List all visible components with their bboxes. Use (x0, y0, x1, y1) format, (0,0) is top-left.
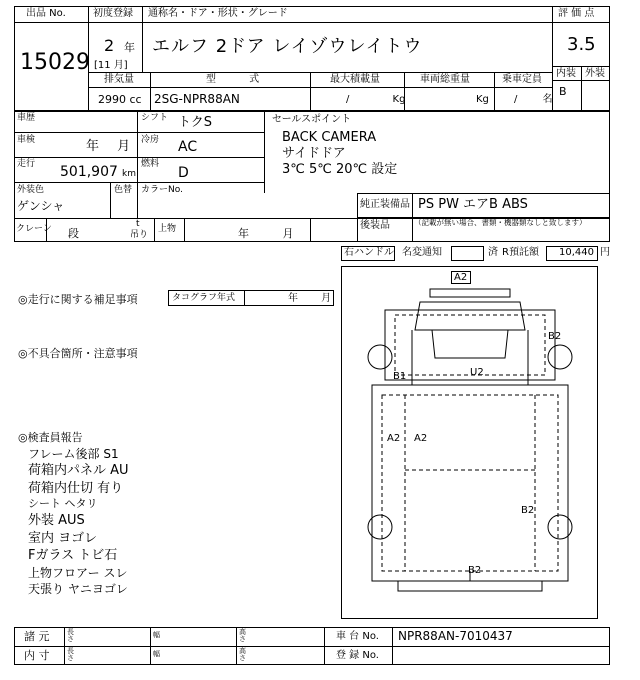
damage-mark: A2 (454, 272, 468, 283)
inspector-line: 天張り ヤニヨゴレ (28, 581, 128, 596)
chassis-no: NPR88AN-7010437 (398, 629, 513, 643)
color-change-label: 色替 (114, 185, 133, 195)
fuel-value: D (178, 165, 189, 181)
chassis-label: 車 台 No. (336, 631, 379, 642)
car-name: エルフ 2ドア レイゾウレイトウ (152, 36, 423, 57)
inspector-line: 荷箱内パネル AU (28, 463, 129, 479)
gross-weight-value: Kg (476, 94, 489, 105)
displacement-label: 排気量 (104, 74, 134, 85)
aftermarket-note: （記載が無い場合、書類・機器類なしと致します） (414, 218, 587, 227)
height-label-2: 高さ (239, 647, 246, 662)
max-load-label: 最大積載量 (330, 74, 380, 85)
mileage-value: 501,907 (60, 164, 118, 180)
inspector-line: 外装 AUS (28, 513, 85, 529)
damage-mark: B2 (468, 565, 482, 576)
sales-point-1: BACK CAMERA (282, 130, 377, 145)
history-label: 車歴 (17, 113, 36, 123)
inspector-line: フレーム後部 S1 (28, 447, 119, 461)
equipment-label: 純正装備品 (360, 199, 410, 210)
damage-mark: A2 (387, 433, 401, 444)
height-label: 高さ (239, 628, 246, 643)
crane-t: t (136, 219, 140, 229)
inspection-value: 年 月 (86, 139, 131, 154)
exterior-label: 外装 (585, 68, 605, 79)
name-change-box (451, 246, 484, 261)
inspector-line: Fガラス トビ石 (28, 548, 118, 564)
interior-grade: B (559, 85, 567, 98)
uppers-value: 年 月 (238, 227, 294, 240)
mileage-unit: km (122, 169, 136, 179)
driving-notes-title: ◎走行に関する補足事項 (18, 293, 138, 306)
capacity-label: 乗車定員 (502, 74, 542, 85)
width-label: 幅 (153, 631, 160, 639)
reg-year: 2 (104, 36, 115, 55)
inspector-lines (28, 446, 129, 597)
tacho-label: タコグラフ年式 (172, 293, 236, 303)
score-value: 3.5 (567, 34, 596, 55)
damage-mark: A2 (414, 433, 428, 444)
r-deposit-label: R預託額 (502, 247, 539, 258)
reg-month: [11 月] (94, 60, 128, 71)
mileage-label: 走行 (17, 159, 36, 169)
defects-title: ◎不具合箇所・注意事項 (18, 347, 138, 360)
inspector-title: ◎検査員報告 (18, 431, 83, 444)
max-load-value: / Kg (346, 94, 406, 105)
length-label: 長さ (67, 628, 74, 643)
inspector-line: 上物フロアー スレ (28, 565, 128, 580)
ext-color-value: ゲンシャ (17, 199, 65, 213)
sales-point-2: サイドドア (282, 146, 346, 161)
length-label-2: 長さ (67, 647, 74, 662)
aftermarket-label: 後装品 (360, 220, 390, 231)
inspector-line: 荷箱内仕切 有り (28, 480, 124, 496)
uppers-label: 上物 (158, 224, 177, 234)
deposit-label: 済 (488, 247, 498, 258)
lot-number: 15029 (20, 50, 90, 75)
color-code-label: カラーNo. (141, 185, 183, 195)
lot-label: 出品 No. (26, 8, 66, 19)
inspection-label: 車検 (17, 135, 36, 145)
rhd-label: 右ハンドル (344, 247, 394, 258)
capacity-value: / 名 (514, 94, 553, 105)
sales-points-label: セールスポイント (272, 114, 352, 125)
car-name-label: 通称名・ドア・形状・グレード (148, 8, 288, 19)
yen-label: 円 (600, 247, 610, 258)
inspector-line: 室内 ヨゴレ (28, 530, 98, 546)
crane-lift: 吊り (130, 230, 149, 240)
model-label: 型 式 (206, 74, 260, 85)
r-amount: 10,440 (559, 247, 594, 258)
name-change-label: 名変通知 (402, 247, 442, 258)
displacement-value: 2990 cc (98, 93, 142, 106)
ext-color-label: 外装色 (17, 185, 45, 195)
crane-label: クレーン (16, 224, 52, 234)
shift-value: トクS (178, 115, 212, 130)
fuel-label: 燃料 (141, 159, 160, 169)
shift-label: シフト (141, 113, 169, 123)
ac-label: 冷房 (141, 135, 160, 145)
crane-stage: 段 (68, 227, 79, 240)
equipment-items: PS PW エアB ABS (418, 197, 528, 212)
score-label: 評 価 点 (558, 8, 595, 19)
reg-no-label: 登 録 No. (336, 650, 379, 661)
reg-year-unit: 年 (124, 41, 135, 54)
ac-value: AC (178, 139, 198, 155)
damage-mark: B2 (548, 331, 562, 342)
damage-mark: B2 (521, 505, 535, 516)
first-reg-label: 初度登録 (93, 8, 133, 19)
sales-point-3: 3℃ 5℃ 20℃ 設定 (282, 162, 398, 177)
gross-weight-label: 車両総重量 (420, 74, 470, 85)
model-value: 2SG-NPR88AN (154, 92, 240, 106)
specs-row-label: 諸 元 (24, 630, 50, 643)
interior-dims-label: 内 寸 (24, 649, 50, 662)
damage-mark: U2 (470, 367, 484, 378)
tacho-value: 年 月 (288, 293, 332, 304)
width-label-2: 幅 (153, 650, 160, 658)
interior-label: 内装 (556, 68, 576, 79)
inspector-line: シート ヘタリ (28, 497, 98, 511)
damage-mark: B1 (393, 371, 407, 382)
